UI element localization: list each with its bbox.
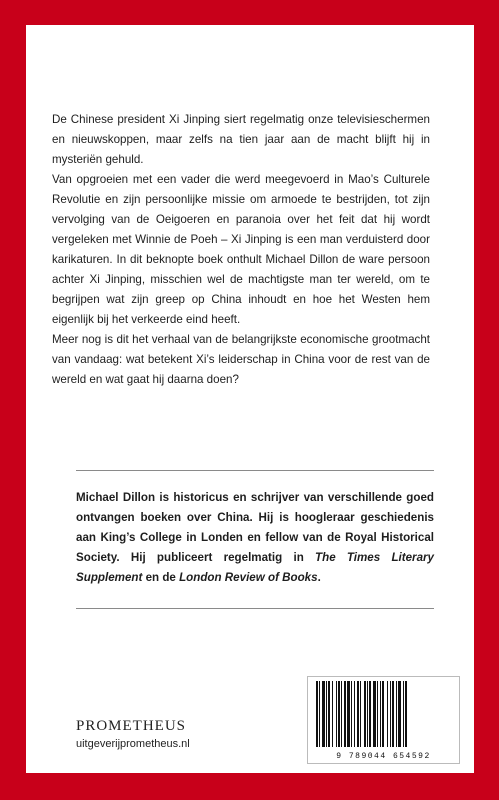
barcode-bar	[328, 681, 330, 747]
barcode-bar	[377, 681, 378, 747]
barcode-bar	[354, 681, 355, 747]
barcode-bar	[373, 681, 376, 747]
barcode-bar	[405, 681, 407, 747]
barcode-bar	[360, 681, 361, 747]
barcode-bar	[387, 681, 388, 747]
barcode-bar	[347, 681, 350, 747]
publisher-logo: PROMETHEUS	[76, 718, 187, 734]
isbn-barcode	[307, 676, 460, 764]
bio-text-2: en de	[142, 571, 180, 584]
barcode-bar	[326, 681, 327, 747]
barcode-bar	[357, 681, 359, 747]
blurb-paragraph-1: De Chinese president Xi Jinping siert regelmatig onze televisieschermen en nieuwskoppen, maar zelfs na tien jaar aan de macht blijft hij in mysteriën gehuld.	[52, 113, 430, 166]
barcode-bar	[344, 681, 346, 747]
barcode-bars	[314, 681, 455, 747]
barcode-bar	[390, 681, 391, 747]
barcode-bar	[319, 681, 320, 747]
barcode-bar	[380, 681, 381, 747]
barcode-bar	[316, 681, 318, 747]
barcode-bar	[338, 681, 340, 747]
divider-bottom	[76, 608, 434, 609]
barcode-bar	[403, 681, 404, 747]
blurb-paragraph-2: Van opgroeien met een vader die werd meegevoerd in Mao’s Culturele Revolutie en zijn persoonlijke missie om armoede te bestrijden, tot zijn vervolging van de Oeigoeren en paranoia over het feit dat hij wordt vergeleken met Winnie de Poeh – Xi Jinping is een man verduisterd door karikaturen. In dit beknopte boek onthult Michael Dillon de ware persoon achter Xi Jinping, misschien wel de machtigste man ter wereld, om te begrijpen wat zijn greep op China inhoudt en hoe het Westen hem eigenlijk bij het verkeerde eind heeft.	[52, 173, 430, 326]
barcode-bar	[332, 681, 333, 747]
barcode-bar	[367, 681, 368, 747]
bio-text-1: Michael Dillon is historicus en schrijver van verschillende goed ontvangen boeken over China. Hij is hoogleraar geschiedenis aan King’s College in Londen en fellow van de Royal Historical Society. Hij publiceert regelmatig in	[76, 491, 434, 564]
barcode-bar	[336, 681, 337, 747]
blurb-text	[52, 110, 430, 390]
barcode-bar	[364, 681, 366, 747]
bio-journal-1: The Times Literary Supplement	[76, 551, 434, 584]
barcode-bar	[396, 681, 397, 747]
author-bio	[76, 488, 434, 588]
publisher-website: uitgeverijprometheus.nl	[76, 738, 190, 750]
barcode-bar	[369, 681, 371, 747]
barcode-bar	[351, 681, 352, 747]
barcode-bar	[382, 681, 384, 747]
divider-top	[76, 470, 434, 471]
bio-text-3: .	[317, 571, 321, 584]
blurb-paragraph-3: Meer nog is dit het verhaal van de belangrijkste economische grootmacht van vandaag: wat betekent Xi’s leiderschap in China voor de rest van de wereld en wat gaat hij daarna doen?	[52, 333, 430, 386]
bio-journal-2: London Review of Books	[179, 571, 318, 584]
barcode-bar	[341, 681, 342, 747]
barcode-digits: 9 789044 654592	[336, 752, 431, 761]
barcode-bar	[398, 681, 401, 747]
barcode-bar	[392, 681, 394, 747]
barcode-bar	[322, 681, 325, 747]
